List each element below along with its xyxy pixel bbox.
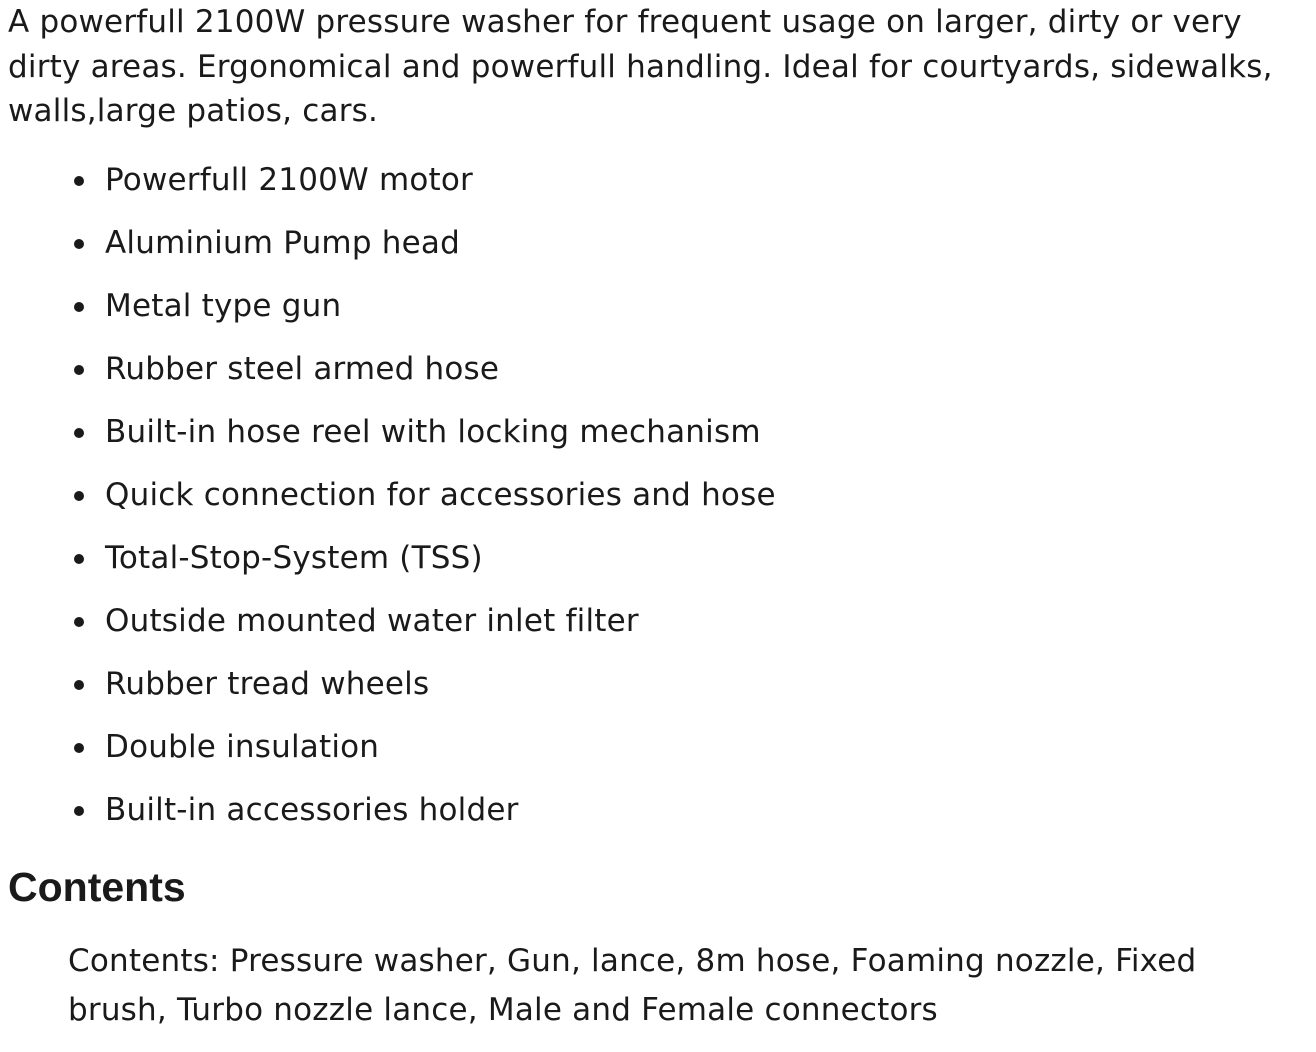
feature-item [105, 539, 1308, 602]
feature-text: Rubber steel armed hose [105, 350, 500, 387]
feature-list [8, 161, 1308, 854]
feature-item [105, 287, 1308, 350]
feature-text: Total-Stop-System (TSS) [105, 539, 483, 576]
bullet-icon [74, 428, 84, 438]
bullet-icon [74, 743, 84, 753]
bullet-icon [74, 302, 84, 312]
feature-text: Built-in hose reel with locking mechanism [105, 413, 761, 450]
bullet-icon [74, 554, 84, 564]
contents-text: Contents: Pressure washer, Gun, lance, 8m hose, Foaming nozzle, Fixed brush, Turbo nozzle lance, Male and Female connectors [68, 942, 1197, 1028]
bullet-icon [74, 365, 84, 375]
contents-heading: Contents [8, 863, 186, 910]
feature-item [105, 161, 1308, 224]
feature-text: Outside mounted water inlet filter [105, 602, 639, 639]
feature-item [105, 476, 1308, 539]
feature-item [105, 413, 1308, 476]
feature-text: Powerfull 2100W motor [105, 161, 473, 198]
feature-text: Rubber tread wheels [105, 665, 430, 702]
feature-text: Quick connection for accessories and hose [105, 476, 776, 513]
feature-text: Aluminium Pump head [105, 224, 460, 261]
feature-item [105, 665, 1308, 728]
feature-text: Metal type gun [105, 287, 342, 324]
intro-paragraph: A powerfull 2100W pressure washer for frequent usage on larger, dirty or very dirty areas. Ergonomical and powerfull handling. Ideal for courtyards, sidewalks, walls,large patios, cars. [8, 4, 1273, 129]
feature-item [105, 350, 1308, 413]
feature-text: Built-in accessories holder [105, 791, 519, 828]
bullet-icon [74, 239, 84, 249]
bullet-icon [74, 491, 84, 501]
bullet-icon [74, 176, 84, 186]
bullet-icon [74, 806, 84, 816]
feature-item [105, 224, 1308, 287]
bullet-icon [74, 680, 84, 690]
bullet-icon [74, 617, 84, 627]
feature-item [105, 602, 1308, 665]
feature-item [105, 791, 1308, 854]
feature-text: Double insulation [105, 728, 380, 765]
feature-item [105, 728, 1308, 791]
product-description [8, 0, 1308, 1035]
